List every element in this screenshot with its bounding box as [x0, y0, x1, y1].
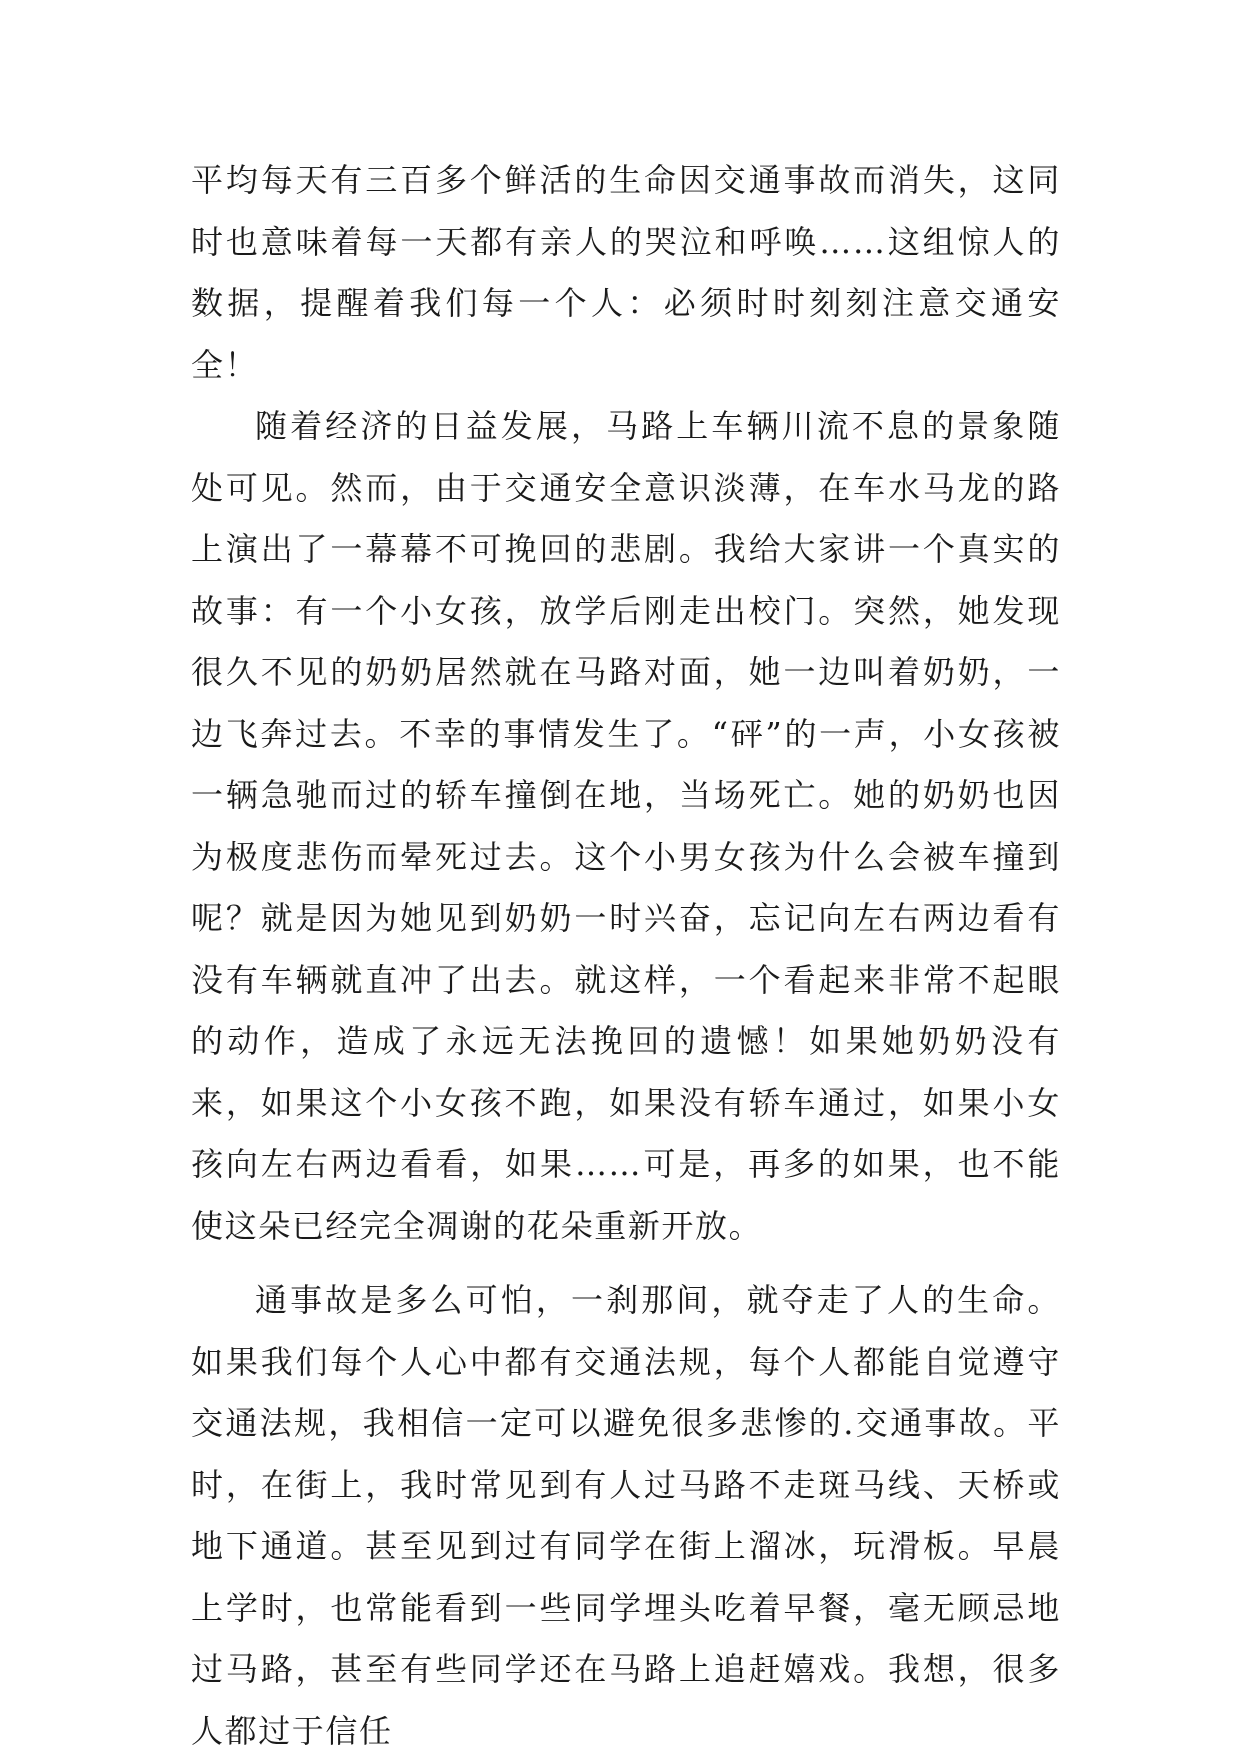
- paragraph-1: 平均每天有三百多个鲜活的生命因交通事故而消失，这同时也意味着每一天都有亲人的哭泣和呼唤……这组惊人的数据，提醒着我们每一个人：必须时时刻刻注意交通安全！: [191, 161, 1061, 384]
- paragraph-2: 随着经济的日益发展，马路上车辆川流不息的景象随处可见。然而，由于交通安全意识淡薄，在车水马龙的路上演出了一幕幕不可挽回的悲剧。我给大家讲一个真实的故事：有一个小女孩，放学后刚走出校门。突然，她发现很久不见的奶奶居然就在马路对面，她一边叫着奶奶，一边飞奔过去。不幸的事情发生了。“砰”的一声，小女孩被一辆急驰而过的轿车撞倒在地，当场死亡。她的奶奶也因为极度悲伤而晕死过去。这个小男女孩为什么会被车撞到呢？就是因为她见到奶奶一时兴奋，忘记向左右两边看有没有车辆就直冲了出去。就这样，一个看起来非常不起眼的动作，造成了永远无法挽回的遗憾！如果她奶奶没有来，如果这个小女孩不跑，如果没有轿车通过，如果小女孩向左右两边看看，如果……可是，再多的如果，也不能使这朵已经完全凋谢的花朵重新开放。: [191, 407, 1061, 1245]
- document-page: [191, 150, 1061, 1762]
- paragraph-3: 通事故是多么可怕，一刹那间，就夺走了人的生命。如果我们每个人心中都有交通法规，每个人都能自觉遵守交通法规，我相信一定可以避免很多悲惨的.交通事故。平时，在街上，我时常见到有人过马路不走斑马线、天桥或地下通道。甚至见到过有同学在街上溜冰，玩滑板。早晨上学时，也常能看到一些同学埋头吃着早餐，毫无顾忌地过马路，甚至有些同学还在马路上追赶嬉戏。我想，很多人都过于信任: [191, 1281, 1061, 1750]
